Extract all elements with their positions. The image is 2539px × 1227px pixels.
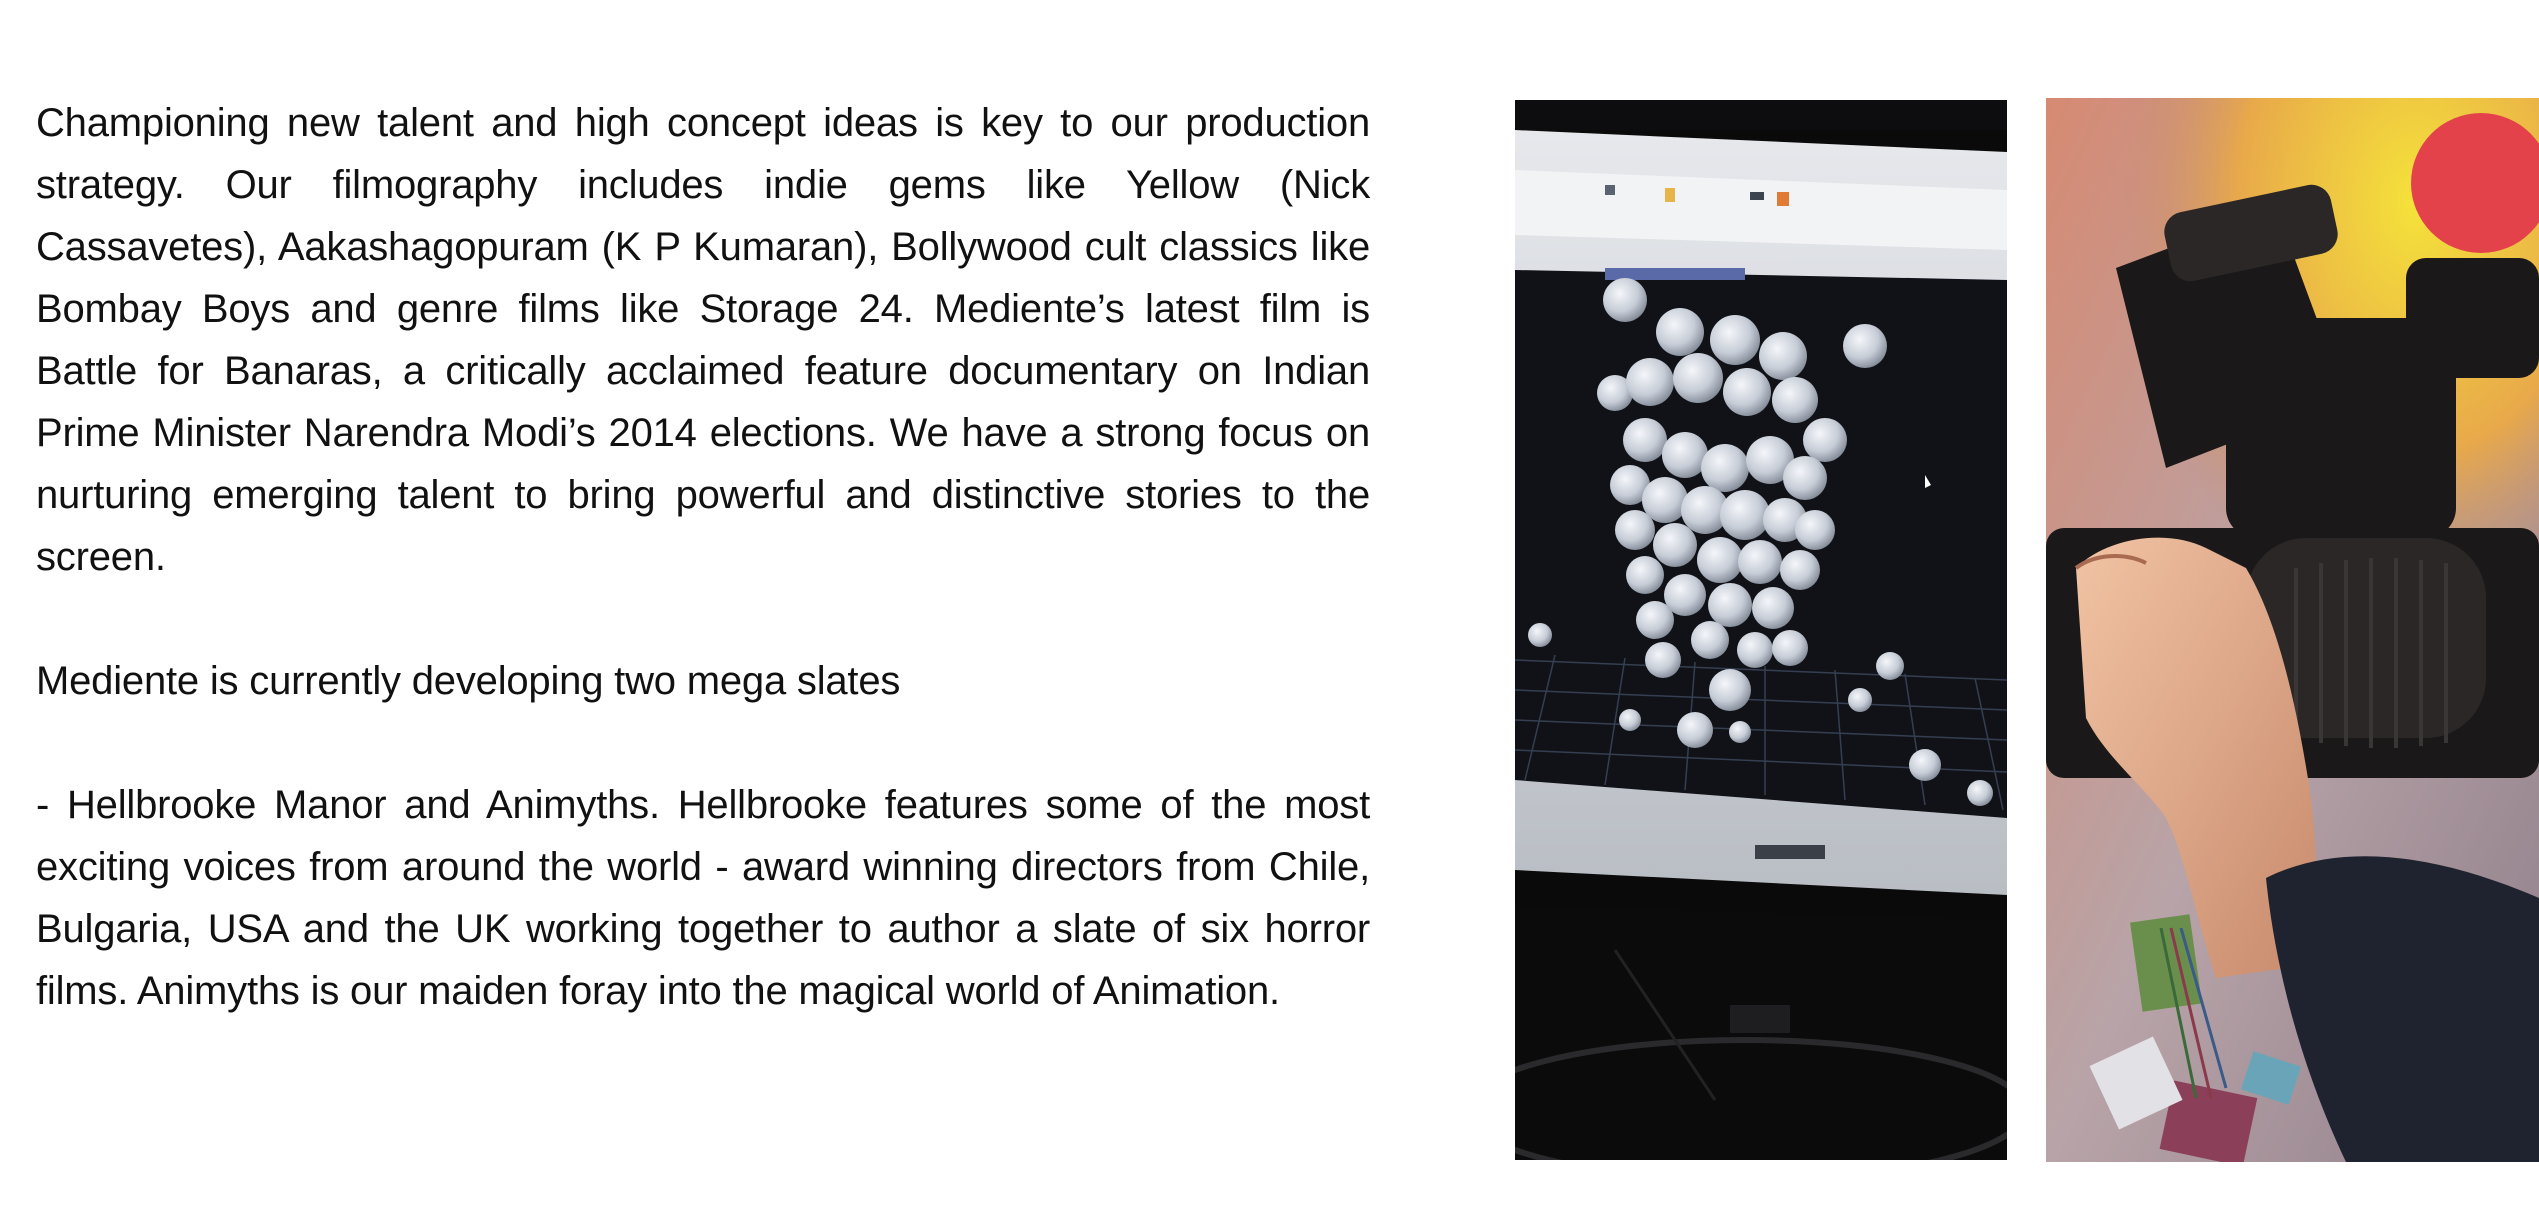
paragraph-spacer [36, 588, 1370, 650]
slates-detail-paragraph: - Hellbrooke Manor and Animyths. Hellbrooke features some of the most exciting voices from around the world - award winning directors from Chile, Bulgaria, USA and the UK working together to author a slate of six horror films. Animyths is our maiden foray into the magical world of Animation. [36, 783, 1370, 1013]
body-text-column [36, 92, 1370, 1022]
camera-operator-photo [2046, 98, 2539, 1162]
paragraph-spacer [36, 712, 1370, 774]
monitor-3d-spheres-photo [1515, 100, 2007, 1160]
slates-paragraph: Mediente is currently developing two mega slates [36, 659, 901, 703]
intro-paragraph: Championing new talent and high concept ideas is key to our production strategy. Our filmography includes indie gems like Yellow (Nick Cassavetes), Aakashagopuram (K P Kumaran), Bollywood cult classics like Bombay Boys and genre films like Storage 24. Mediente’s latest film is Battle for Banaras, a critically acclaimed feature documentary on Indian Prime Minister Narendra Modi’s 2014 elections. We have a strong focus on nurturing emerging talent to bring powerful and distinctive stories to the screen. [36, 101, 1370, 579]
